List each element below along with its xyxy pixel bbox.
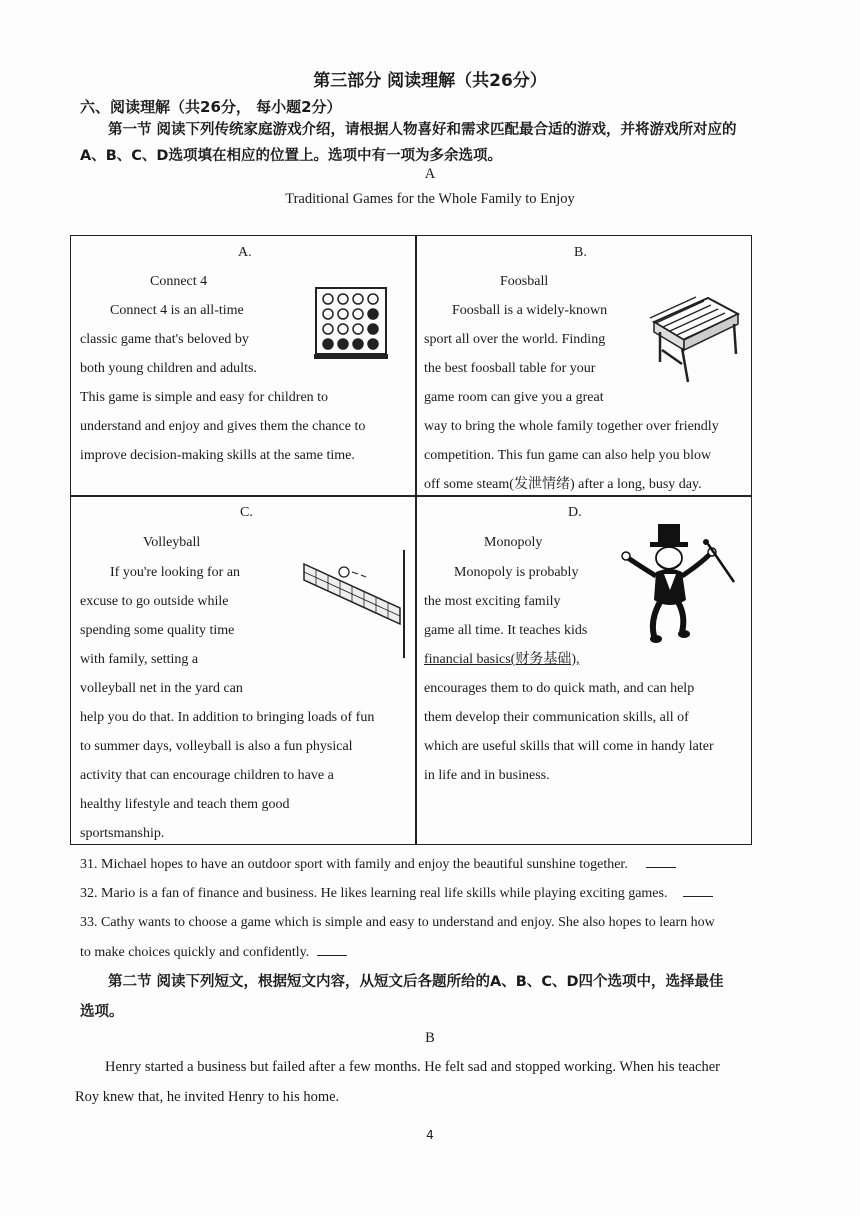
table-divider-vertical <box>415 235 417 845</box>
cell-a-name: Connect 4 <box>150 274 208 289</box>
cell-b-name: Foosball <box>500 274 549 289</box>
volleyball-net-icon <box>300 548 410 660</box>
cell-c-line: help you do that. In addition to bringing loads of fun <box>80 710 375 725</box>
foosball-table-icon <box>648 292 743 384</box>
cell-c-letter: C. <box>240 505 253 520</box>
cell-d-line: encourages them to do quick math, and can help <box>424 681 695 696</box>
cell-c-line: activity that can encourage children to have a <box>80 768 334 783</box>
instruction-line: 第二节 阅读下列短文，根据短文内容，从短文后各题所给的A、B、C、D四个选项中，选择最佳 <box>108 974 724 990</box>
cell-a-line: This game is simple and easy for children to <box>80 390 329 405</box>
answer-blank-33[interactable] <box>317 955 347 956</box>
answer-blank-31[interactable] <box>646 867 676 868</box>
instruction-line: 选项。 <box>80 1004 124 1020</box>
passage-a-title: Traditional Games for the Whole Family to Enjoy <box>285 191 575 207</box>
cell-c-line: volleyball net in the yard can <box>80 681 243 696</box>
cell-d-letter: D. <box>568 505 582 520</box>
instruction-line: A、B、C、D选项填在相应的位置上。选项中有一项为多余选项。 <box>80 148 502 164</box>
cell-b-line: the best foosball table for your <box>424 361 596 376</box>
cell-d-line: in life and in business. <box>424 768 550 783</box>
passage-b-line: Roy knew that, he invited Henry to his home. <box>75 1089 340 1105</box>
cell-a-line: Connect 4 is an all-time <box>110 303 244 318</box>
cell-b-line: game room can give you a great <box>424 390 604 405</box>
cell-b-line: way to bring the whole family together over friendly <box>424 419 719 434</box>
passage-b-text <box>75 1052 795 1112</box>
cell-d-line: financial basics(财务基础), <box>424 652 580 667</box>
cell-c-line: If you're looking for an <box>110 565 241 580</box>
passage-b-line: Henry started a business but failed after a few months. He felt sad and stopped working. When his teacher <box>105 1059 720 1075</box>
monopoly-man-icon <box>620 520 740 648</box>
question-32-text: 32. Mario is a fan of finance and business. He likes learning real life skills while playing exciting games. <box>80 886 668 901</box>
cell-a-line: understand and enjoy and gives them the chance to <box>80 419 366 434</box>
cell-c-line: with family, setting a <box>80 652 199 667</box>
cell-c-line: spending some quality time <box>80 623 235 638</box>
cell-b-line: sport all over the world. Finding <box>424 332 606 347</box>
cell-d-line: which are useful skills that will come in handy later <box>424 739 714 754</box>
cell-d-line: game all time. It teaches kids <box>424 623 588 638</box>
question-31-text: 31. Michael hopes to have an outdoor sport with family and enjoy the beautiful sunshine together. <box>80 857 628 872</box>
question-33-text: to make choices quickly and confidently. <box>80 945 310 960</box>
passage-b-letter: B <box>425 1030 435 1046</box>
cell-c-line: healthy lifestyle and teach them good <box>80 797 290 812</box>
question-31 <box>80 853 676 877</box>
passage-a-letter: A <box>424 166 436 182</box>
cell-a-letter: A. <box>238 245 252 260</box>
connect-four-board-icon <box>314 286 390 362</box>
cell-d-line: them develop their communication skills, all of <box>424 710 689 725</box>
cell-b-line: Foosball is a widely-known <box>452 303 608 318</box>
cell-b-line: competition. This fun game can also help you blow <box>424 448 712 463</box>
section-title: 六、阅读理解（共26分， 每小题2分） <box>80 98 342 116</box>
cell-c-name: Volleyball <box>143 535 201 550</box>
cell-d-line: Monopoly is probably <box>454 565 579 580</box>
cell-a-line: improve decision-making skills at the same time. <box>80 448 355 463</box>
instruction-line: 第一节 阅读下列传统家庭游戏介绍，请根据人物喜好和需求匹配最合适的游戏，并将游戏所对应的 <box>108 122 737 138</box>
page-number: 4 <box>426 1128 434 1142</box>
question-33 <box>80 941 347 965</box>
cell-b-line: off some steam(发泄情绪) after a long, busy day. <box>424 477 702 492</box>
cell-d-line: the most exciting family <box>424 594 561 609</box>
cell-c-line: excuse to go outside while <box>80 594 229 609</box>
section2-instructions <box>80 967 800 1027</box>
question-32 <box>80 882 713 906</box>
cell-c-line: to summer days, volleyball is also a fun physical <box>80 739 353 754</box>
cell-d-name: Monopoly <box>484 535 543 550</box>
question-33-line1: 33. Cathy wants to choose a game which is simple and easy to understand and enjoy. She also hopes to learn how <box>80 915 715 930</box>
cell-a-line: both young children and adults. <box>80 361 257 376</box>
cell-a-line: classic game that's beloved by <box>80 332 249 347</box>
cell-b-letter: B. <box>574 245 587 260</box>
part-title: 第三部分 阅读理解（共26分） <box>313 71 547 91</box>
section1-instructions <box>80 117 780 169</box>
cell-c-line: sportsmanship. <box>80 826 165 841</box>
answer-blank-32[interactable] <box>683 896 713 897</box>
